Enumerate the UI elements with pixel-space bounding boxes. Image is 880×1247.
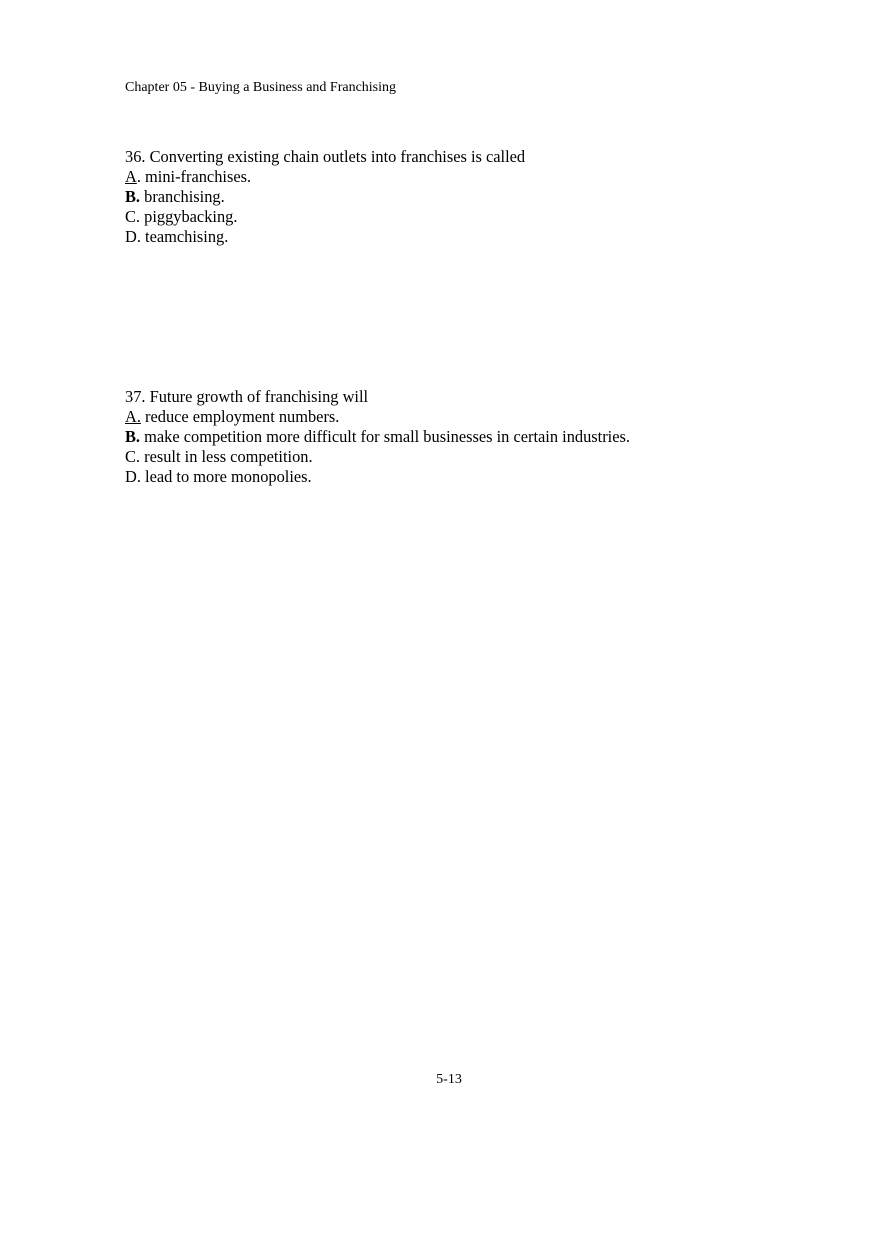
option-letter: B.: [125, 187, 141, 206]
option-text: branchising.: [140, 187, 225, 206]
option-b-correct: [125, 427, 630, 447]
page-header: Chapter 05 - Buying a Business and Franchising: [125, 80, 397, 95]
option-b-correct: [125, 187, 525, 207]
option-letter: B.: [125, 427, 141, 446]
option-a: [125, 407, 630, 427]
question-stem: 37. Future growth of franchising will: [125, 387, 369, 406]
question-36: [125, 147, 525, 247]
option-letter: D.: [125, 227, 141, 246]
option-letter: A: [125, 167, 137, 186]
option-text: teamchising.: [140, 227, 229, 246]
option-c: [125, 207, 525, 227]
question-stem: 36. Converting existing chain outlets into franchises is called: [125, 147, 526, 166]
option-letter: D.: [125, 467, 141, 486]
option-text: piggybacking.: [140, 207, 238, 226]
option-letter: C.: [125, 207, 141, 226]
option-text: reduce employment numbers.: [140, 407, 340, 426]
page-number: 5-13: [436, 1072, 462, 1087]
option-c: [125, 447, 630, 467]
option-text: result in less competition.: [140, 447, 313, 466]
option-text: lead to more monopolies.: [140, 467, 312, 486]
option-d: [125, 467, 630, 487]
option-a: [125, 167, 525, 187]
option-letter: C.: [125, 447, 141, 466]
option-text: make competition more difficult for small businesses in certain industries.: [140, 427, 630, 446]
option-letter: A.: [125, 407, 141, 426]
option-d: [125, 227, 525, 247]
question-37: [125, 387, 630, 487]
option-text: . mini-franchises.: [136, 167, 252, 186]
